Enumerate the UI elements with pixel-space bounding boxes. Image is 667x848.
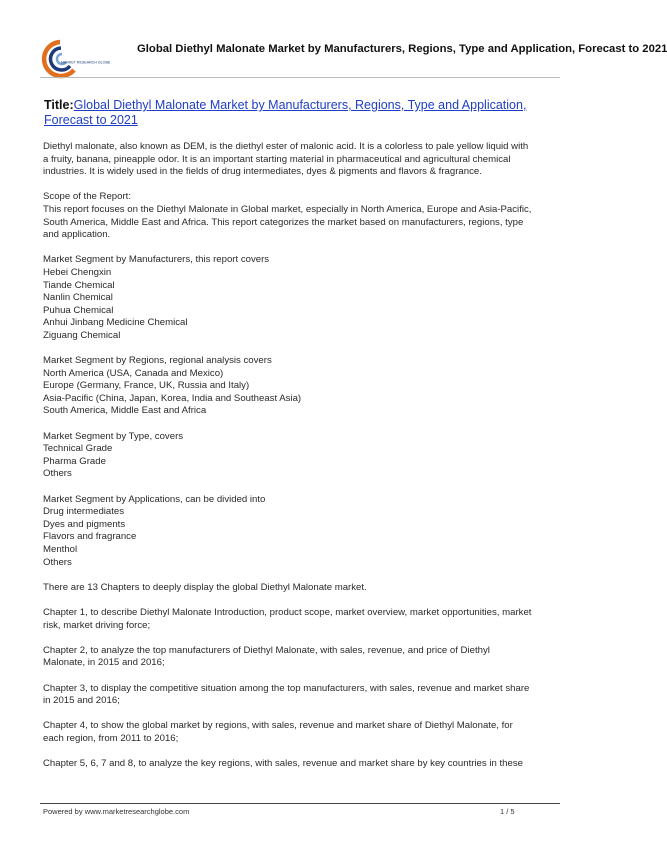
section-heading: Market Segment by Type, covers: [43, 430, 184, 442]
header-title: Global Diethyl Malonate Market by Manufacturers, Regions, Type and Application, Forecast to 2021: [137, 43, 667, 55]
list-item: Others: [43, 468, 72, 480]
report-title-link[interactable]: Global Diethyl Malonate Market by Manufacturers, Regions, Type and Application, Forecast to 2021: [44, 98, 527, 127]
header-divider: [40, 77, 560, 78]
applications-section: [43, 494, 563, 570]
list-item: Tiande Chemical: [43, 279, 115, 291]
chapter-3-paragraph: [43, 683, 563, 708]
list-item: Drug intermediates: [43, 506, 125, 518]
section-heading: Market Segment by Applications, can be divided into: [43, 493, 266, 505]
report-title: [44, 98, 544, 128]
title-label: Title:: [44, 98, 74, 112]
scope-section: [43, 191, 563, 241]
text-line: Chapter 1, to describe Diethyl Malonate Introduction, product scope, market overview, market opportunities, market: [43, 606, 532, 618]
list-item: Flavors and fragrance: [43, 531, 137, 543]
list-item: Anhui Jinbang Medicine Chemical: [43, 317, 188, 329]
text-line: Chapter 4, to show the global market by regions, with sales, revenue and market share of Diethyl Malonate, for: [43, 720, 513, 732]
footer-powered-by: Powered by www.marketresearchglobe.com: [43, 807, 190, 816]
text-line: risk, market driving force;: [43, 619, 151, 631]
text-line: a fruity, banana, pineapple odor. It is an important starting material in pharmaceutical and agricultural chemical: [43, 153, 511, 165]
text-line: Malonate, in 2015 and 2016;: [43, 657, 165, 669]
list-item: Others: [43, 556, 72, 568]
report-body: [43, 141, 563, 783]
types-section: [43, 431, 563, 481]
page-number: 1 / 5: [500, 807, 515, 816]
text-line: in 2015 and 2016;: [43, 695, 120, 707]
list-item: Ziguang Chemical: [43, 329, 121, 341]
chapter-1-paragraph: [43, 607, 563, 632]
chapter-4-paragraph: [43, 720, 563, 745]
list-item: Technical Grade: [43, 443, 113, 455]
list-item: South America, Middle East and Africa: [43, 405, 207, 417]
chapter-2-paragraph: [43, 645, 563, 670]
list-item: Hebei Chengxin: [43, 266, 112, 278]
text-line: industries. It is widely used in the fields of drug intermediates, dyes & pigments and flavors & fragrance.: [43, 166, 482, 178]
footer-divider: [40, 803, 560, 804]
list-item: Nanlin Chemical: [43, 292, 113, 304]
text-line: South America, Middle East and Africa. This report categorizes the market based on manufacturers, regions, type: [43, 216, 524, 228]
list-item: Menthol: [43, 544, 78, 555]
list-item: Europe (Germany, France, UK, Russia and Italy): [43, 380, 250, 392]
scope-heading: Scope of the Report:: [43, 191, 131, 203]
section-heading: Market Segment by Regions, regional analysis covers: [43, 355, 272, 367]
text-line: each region, from 2011 to 2016;: [43, 732, 179, 744]
text-line: and application.: [43, 229, 111, 241]
intro-paragraph: [43, 141, 563, 179]
section-heading: Market Segment by Manufacturers, this report covers: [43, 254, 270, 266]
text-line: This report focuses on the Diethyl Malonate in Global market, especially in North America, Europe and Asia-Pacific,: [43, 203, 532, 215]
list-item: Pharma Grade: [43, 455, 106, 467]
chapter-5-paragraph: [43, 758, 563, 771]
manufacturers-section: [43, 254, 563, 342]
list-item: Asia-Pacific (China, Japan, Korea, India and Southeast Asia): [43, 392, 302, 404]
list-item: Dyes and pigments: [43, 518, 126, 530]
text-line: Chapter 2, to analyze the top manufacturers of Diethyl Malonate, with sales, revenue, and price of Diethyl: [43, 644, 490, 656]
text-line: There are 13 Chapters to deeply display the global Diethyl Malonate market.: [43, 581, 367, 593]
text-line: Chapter 5, 6, 7 and 8, to analyze the key regions, with sales, revenue and market share by key countries in these: [43, 758, 523, 770]
chapters-intro: [43, 582, 563, 595]
text-line: Diethyl malonate, also known as DEM, is the diethyl ester of malonic acid. It is a colorless to pale yellow liquid with: [43, 141, 529, 152]
regions-section: [43, 355, 563, 418]
list-item: Puhua Chemical: [43, 304, 114, 316]
svg-text:MARKET RESEARCH GLOBE: MARKET RESEARCH GLOBE: [61, 60, 111, 65]
page-header: [40, 38, 667, 80]
text-line: Chapter 3, to display the competitive situation among the top manufacturers, with sales, revenue and market share: [43, 682, 530, 694]
market-research-globe-logo: [40, 38, 132, 80]
list-item: North America (USA, Canada and Mexico): [43, 367, 224, 379]
